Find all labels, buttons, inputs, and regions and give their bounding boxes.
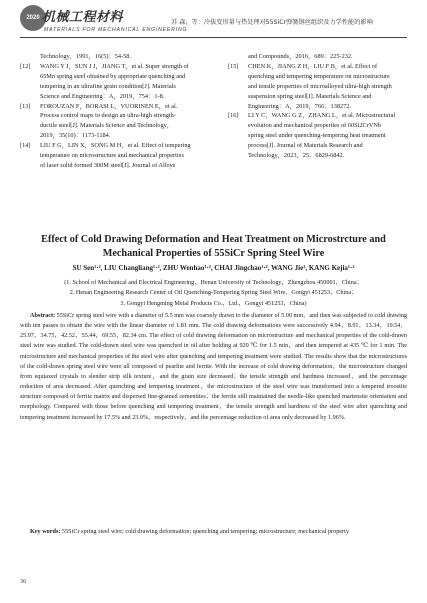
reference-line: suspension spring steel[J]. Materials Science and bbox=[248, 92, 372, 100]
author-list: SU Sen¹·², LIU Changliang¹·², ZHU Wenhao¹·², CHAI Jingchao¹·², WANG Jie³, KANG Kejia¹·² bbox=[72, 264, 355, 272]
reference-line: LIU F G，LIN X，SONG M H，et al. Effect of tempering bbox=[40, 142, 191, 150]
reference-line: 2019，35(10)：1173-1184. bbox=[40, 132, 111, 140]
journal-logo: 2020 bbox=[20, 5, 46, 31]
affiliation-line: (1. School of Mechanical and Electrical Engineering，Henan University of Technology，Zhengzhou 450001，China； bbox=[64, 279, 363, 286]
reference-item bbox=[20, 52, 198, 62]
reference-item bbox=[228, 111, 406, 161]
reference-line: WANG Y J，SUN J J，JIANG T，et al. Super strength of bbox=[40, 62, 189, 70]
reference-line: quenching and tempering temperature on microstructure bbox=[248, 72, 390, 80]
reference-item bbox=[228, 52, 406, 62]
references-left-column bbox=[20, 52, 198, 171]
reference-line: spring steel under quenching-tempering heat treatment bbox=[248, 132, 386, 140]
reference-item bbox=[20, 102, 198, 142]
reference-number: [15] bbox=[228, 62, 239, 70]
abstract-label: Abstract: bbox=[30, 312, 56, 319]
reference-line: Technology，2023，25：6829-6842. bbox=[248, 152, 345, 160]
affiliation-line: 3. Gongyi Hengming Metal Products Co.，Ltd.，Gongyi 451253，China) bbox=[120, 299, 307, 307]
reference-line: process[J]. Journal of Materials Research and bbox=[248, 142, 363, 150]
running-title: 苏 森，等：冷拔变形量与热处理对55SiCr弹簧钢丝组织及力学性能的影响 bbox=[171, 19, 373, 26]
keywords-text: 55SiCr spring steel wire; cold drawing deformation; quenching and tempering; microstructure; mechanical property bbox=[61, 528, 349, 535]
keywords-label: Key words: bbox=[30, 528, 61, 535]
references-right-column bbox=[228, 52, 406, 161]
reference-item bbox=[20, 62, 198, 102]
reference-line: evolution and mechanical properties of 60Si2CrVNb bbox=[248, 122, 382, 130]
journal-title-cn: 机械工程材料 bbox=[42, 10, 124, 25]
reference-line: and Compounds，2016，689：225-232. bbox=[248, 53, 353, 60]
header-divider bbox=[20, 37, 407, 38]
reference-number: [16] bbox=[228, 112, 239, 120]
affiliation-line: 2. Henan Engineering Research Center of Oil Quenching-Tempering Spring Steel Wire，Gongyi 451253，China； bbox=[69, 289, 358, 297]
reference-number: [13] bbox=[20, 102, 31, 110]
abstract-text: 55SiCr spring steel wire with a diameter of 5.5 mm was coarsely drawn to the diameter of 5.00 mm，and then was subjected to cold drawing with ten passes to obtain the wire with the linear diameter of 1.81 mm. The cold drawing deformations were successively 4.94，8.91，13.34，19.54，25.97，34.75，42.52，55.44，69.55，82.34 cm. The effect of cold drawing deformation on microstructure and mechanical properties of the cold-drawn steel wire was studied. The cold-drawn steel wire was quenched in oil after holding at 920 ℃ for 1.5 min，and then tempered at 435 ℃ for 1 min. The microstructure and mechanical properties of the steel wire after quenching and tempering treatment were studied. The results show that the microstructures of the cold-drawn spring steel wire were all composed of pearlite and ferrite. With the increase of cold drawing deformation，the microstructure changed from equiaxed crystals to slender strip silk texture，and the grain size decreased；the tensile strength and hardness increased，and the percentage reduction of area decreased. After quenching and tempering treatment，the microstructure of the steel wire was transformed into a tempered troostite structure composed of ferrite matrix and dispersed fine-grained cementites；the ferrite still maintained the needle-like quenched martensite orientation and morphology. Compared with those before quenching and tempering treatment，the tensile strength and hardness of the steel wire after quenching and tempering treatment increased by 17.5% and 23.0%，respectively，and the percentage reduction of area only decreased by 1.96%. bbox=[20, 312, 408, 421]
reference-line: ductile steel[J]. Materials Science and Technology， bbox=[40, 122, 174, 130]
reference-line: of laser solid formed 300M steel[J]. Journal of Alloys bbox=[40, 161, 176, 169]
reference-line: Science and Engineering：A，2019，754：1-8. bbox=[40, 92, 165, 100]
abstract bbox=[20, 311, 407, 423]
page-number: 36 bbox=[20, 578, 27, 585]
reference-item bbox=[228, 62, 406, 112]
reference-line: CHEN K，JIANG Z H，LIU F B，et al. Effect of bbox=[248, 62, 378, 70]
journal-title-en: MATERIALS FOR MECHANICAL ENGINEERING bbox=[44, 27, 188, 33]
reference-line: and tensile properties of microalloyed ultra-high strength bbox=[248, 82, 392, 90]
reference-line: tempering in an ultrafine grain condition[J]. Materials bbox=[40, 82, 176, 90]
reference-line: Technology，1991，16(5)：54-58. bbox=[40, 53, 132, 60]
article-title bbox=[20, 233, 407, 260]
title-line: Mechanical Properties of 55SiCr Spring Steel Wire bbox=[102, 247, 325, 259]
affiliations bbox=[20, 278, 407, 309]
reference-line: Process control maps to design an ultra-high strength- bbox=[40, 112, 176, 120]
title-line: Effect of Cold Drawing Deformation and Heat Treatment on Microstrcture and bbox=[41, 234, 386, 245]
page-header bbox=[0, 0, 427, 46]
keywords bbox=[20, 527, 407, 537]
reference-number: [14] bbox=[20, 142, 31, 150]
reference-item bbox=[20, 141, 198, 171]
reference-line: FOROUZAN F，BORASI L，VUORINEN E，et al. bbox=[40, 102, 178, 110]
reference-line: Engineering：A，2019，766：138272. bbox=[248, 102, 352, 110]
reference-line: LI Y C，WANG G Z，ZHANG L，et al. Microstructural bbox=[248, 112, 396, 120]
reference-line: 65Mn spring steel obtained by appropriate quenching and bbox=[40, 72, 186, 80]
reference-number: [12] bbox=[20, 62, 31, 70]
reference-line: temperature on microstructure and mechanical properties bbox=[40, 152, 184, 160]
